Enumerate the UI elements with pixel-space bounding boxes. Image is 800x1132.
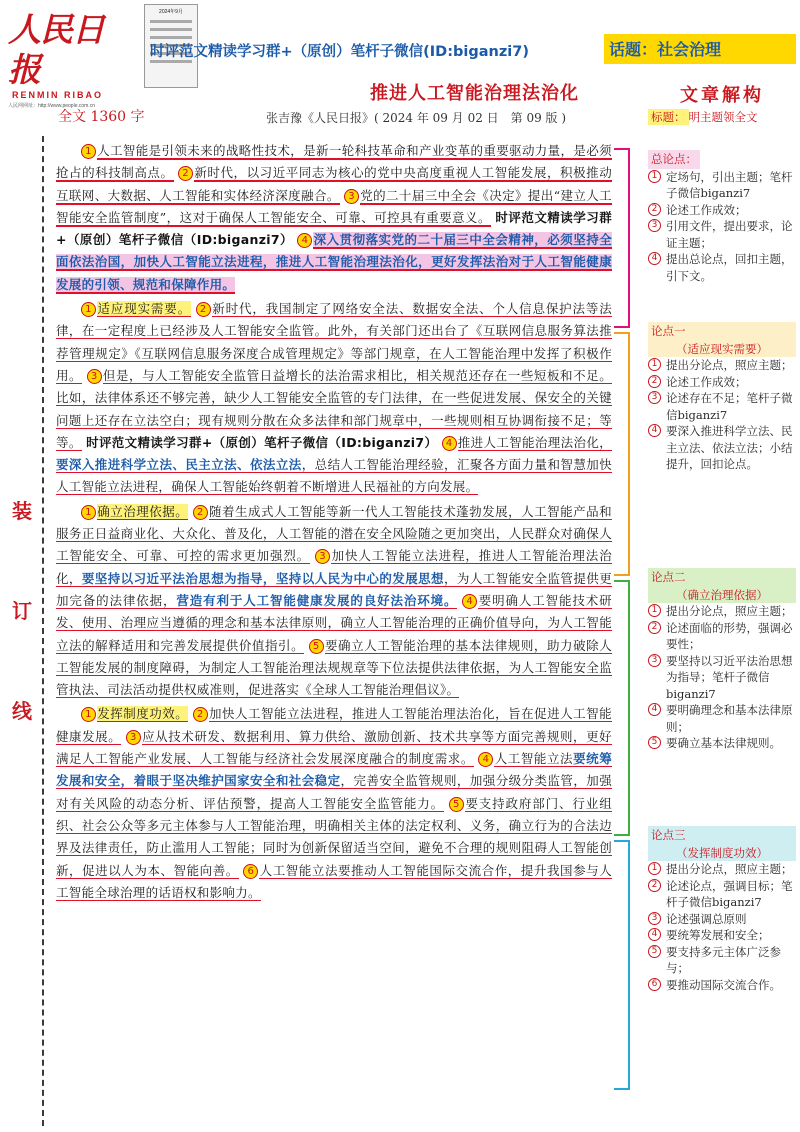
thumb-date: 2024年9月 <box>159 9 183 15</box>
sentence-number-5: 5 <box>449 797 464 812</box>
title-note <box>648 109 796 126</box>
intro-sentence-3: 党的二十届三中全会《决定》提出“建立人工智能安全监管制度”，这对于确保人工智能安全、可靠、可控具有重要意义。 <box>56 187 612 225</box>
bracket-point-2 <box>614 580 630 836</box>
point-3-sentence-4b: 要统筹发展和安全，着眼于坚决维护国家安全和社会稳定 <box>56 751 612 789</box>
point-1-sentence-4c: ，总结人工智能治理经验，汇聚各方面力量和智慧加快人工智能立法进程，确保人工智能始终朝着不断增进人民福祉的方向发展。 <box>56 457 612 495</box>
study-group-banner: 时评范文精读学习群+（原创）笔杆子微信(ID:biganzi7) <box>150 44 529 60</box>
section-item: 2 论述论点，强调目标；笔杆子微信biganzi7 <box>648 878 796 911</box>
section-item: 5 要支持多元主体广泛参与； <box>648 944 796 977</box>
binding-char-3: 线 <box>12 699 32 723</box>
word-count: 全文 1360 字 <box>58 109 145 125</box>
point-2-sentence-5: 要确立人工智能治理的基本法律规则，助力破除人工智能发展的制度障碍，为制定人工智能治理法规规章等下位法提供法律依据，为人工智能安全监管执法、司法活动提供权威准则，促进落实《全球人工智能治理倡议》。 <box>56 637 613 698</box>
section-item: 4 要明确理念和基本法律原则； <box>648 702 796 735</box>
section-head: 论点三 <box>648 826 796 845</box>
sentence-number-1: 1 <box>81 505 96 520</box>
logo-english: RENMIN RIBAO <box>12 90 103 100</box>
section-item: 3 引用文件，提出要求，论证主题； <box>648 218 796 251</box>
structure-section-point-3 <box>648 826 796 993</box>
article-byline: 张吉豫《人民日报》( 2024 年 09 月 02 日 第 09 版 ) <box>266 111 567 125</box>
sentence-number-1: 1 <box>81 302 96 317</box>
point-1-sentence-4b: 要深入推进科学立法、民主立法、依法立法 <box>56 457 302 473</box>
bracket-point-1 <box>614 332 630 576</box>
section-item: 4 要统筹发展和安全； <box>648 927 796 944</box>
structure-section-point-1 <box>648 322 796 473</box>
point-3-title: 发挥制度功效。 <box>97 706 189 722</box>
sentence-number-3: 3 <box>87 369 102 384</box>
sentence-number-5: 5 <box>309 639 324 654</box>
point-1-title: 适应现实需要。 <box>97 301 191 317</box>
paragraph-point-2 <box>56 501 612 702</box>
structure-section-thesis <box>648 150 796 284</box>
point-2-sentence-3a: 加快人工智能立法进程，推进人工智能治理法治化， <box>56 548 612 586</box>
sentence-number-4: 4 <box>478 752 493 767</box>
sentence-number-2: 2 <box>193 505 208 520</box>
section-item: 3 论述存在不足；笔杆子微信biganzi7 <box>648 390 796 423</box>
sentence-number-4: 4 <box>297 233 312 248</box>
sentence-number-2: 2 <box>196 302 211 317</box>
sentence-number-3: 3 <box>315 549 330 564</box>
section-item: 2 论述面临的形势，强调必要性； <box>648 620 796 653</box>
paragraph-point-1 <box>56 298 612 499</box>
point-1-sentence-3: 但是，与人工智能安全监管日益增长的法治需求相比，相关规范还存在一些短板和不足。比如，法律体系还不够完善，缺少人工智能安全监管的专门法律，在一些促进发展、保安全的关键问题上还存在立法空白；现有规则分散在众多法律和部门规章中，一些规则相互协调衔接不足；等等。 <box>56 367 613 450</box>
section-item: 4 要深入推进科学立法、民主立法、依法立法；小结提升，回扣论点。 <box>648 423 796 473</box>
paragraph-point-3 <box>56 703 612 904</box>
point-3-sentence-4c: ，完善安全监管规则，加强分级分类监管，加强对有关风险的动态分析、评估预警，提高人工智能安全监管能力。 <box>56 773 612 811</box>
section-item: 1 提出分论点，照应主题； <box>648 357 796 374</box>
binding-dashed-line <box>42 136 44 1126</box>
section-item: 3 要坚持以习近平法治思想为指导；笔杆子微信biganzi7 <box>648 653 796 703</box>
section-head: 论点二 <box>648 568 796 587</box>
point-3-sentence-5: 要支持政府部门、行业组织、社会公众等多元主体参与人工智能治理，明确相关主体的法定权利、义务，确立行为的合法边界及法律责任，防止滥用人工智能；同时为创新保留适当空间，避免不合理的规则阻碍人工智能创新，促进以人为本、智能向善。 <box>56 795 612 878</box>
title-note-label: 标题： <box>648 109 689 126</box>
bracket-intro <box>614 148 630 328</box>
section-head: 论点一 <box>648 322 796 341</box>
section-item: 2 论述工作成效； <box>648 202 796 219</box>
point-2-sentence-3b: 要坚持以习近平法治思想为指导，坚持以人民为中心的发展思想 <box>81 570 444 586</box>
intro-sentence-2: 新时代，以习近平同志为核心的党中央高度重视人工智能发展，积极推动互联网、大数据、人工智能和实体经济深度融合。 <box>56 165 613 203</box>
point-3-sentence-2: 加快人工智能立法进程，推进人工智能治理法治化，旨在促进人工智能健康发展。 <box>56 706 612 744</box>
structure-panel <box>648 85 796 992</box>
article-title: 推进人工智能治理法治化 <box>370 83 579 104</box>
logo-chinese: 人民日报 <box>8 10 104 89</box>
section-item: 5 要确立基本法律规则。 <box>648 735 796 752</box>
bracket-point-3 <box>614 840 630 1090</box>
point-2-sentence-2: 随着生成式人工智能等新一代人工智能技术蓬勃发展，人工智能产品和服务正日益商业化、大众化、普及化，人工智能的潜在安全风险随之更加突出，人民群众对确保人工智能安全、可靠、可控的需求更加强烈。 <box>56 503 612 564</box>
sentence-number-2: 2 <box>193 707 208 722</box>
point-3-sentence-4a: 人工智能立法 <box>494 751 574 767</box>
section-item: 3 论述强调总原则 <box>648 911 796 928</box>
title-note-text: 明主题领全文 <box>688 109 758 124</box>
logo-website: 人民网网址：http://www.people.com.cn <box>8 103 95 109</box>
intro-sentence-1: 人工智能是引领未来的战略性技术，是新一轮科技革命和产业变革的重要驱动力量，是必须抢占的科技制高点。 <box>56 143 612 181</box>
sentence-number-2: 2 <box>178 166 193 181</box>
section-item: 4 提出总论点，回扣主题，引下文。 <box>648 251 796 284</box>
point-1-sentence-4a: 推进人工智能治理法治化， <box>457 434 612 450</box>
point-2-sentence-3d: 营造有利于人工智能健康发展的良好法治环境。 <box>176 592 458 608</box>
point-3-sentence-6: 人工智能立法要推动人工智能国际交流合作，提升我国参与人工智能全球治理的话语权和影响力。 <box>56 862 613 900</box>
section-item: 1 提出分论点，照应主题； <box>648 861 796 878</box>
section-sub: （确立治理依据） <box>648 587 796 604</box>
sentence-number-6: 6 <box>243 864 258 879</box>
topic-badge: 话题：社会治理 <box>604 34 796 64</box>
structure-title: 文章解构 <box>680 85 764 106</box>
section-item: 1 定场句，引出主题；笔杆子微信biganzi7 <box>648 169 796 202</box>
binding-char-2: 订 <box>12 599 32 623</box>
section-item: 1 提出分论点，照应主题； <box>648 603 796 620</box>
section-item: 2 论述工作成效； <box>648 374 796 391</box>
sentence-number-1: 1 <box>81 144 96 159</box>
binding-char-1: 装 <box>12 499 32 523</box>
structure-section-point-2 <box>648 568 796 752</box>
sentence-number-3: 3 <box>344 189 359 204</box>
sentence-number-1: 1 <box>81 707 96 722</box>
point-3-sentence-3: 应从技术研发、数据利用、算力供给、激励创新、技术共享等方面完善规则，更好满足人工智能产业发展、人工智能与经济社会发展深度融合的制度需求。 <box>56 728 612 767</box>
section-sub: （发挥制度功效） <box>648 845 796 862</box>
section-item: 6 要推动国际交流合作。 <box>648 977 796 994</box>
section-sub: （适应现实需要） <box>648 341 796 358</box>
intro-thesis: 深入贯彻落实党的二十届三中全会精神，必须坚持全面依法治国，加快人工智能立法进程，推进人工智能治理法治化，更好发挥法治对于人工智能健康发展的引领、规范和保障作用。 <box>56 232 612 292</box>
sentence-number-4: 4 <box>442 436 457 451</box>
sentence-number-4: 4 <box>462 594 477 609</box>
point-2-sentence-3c: ，为人工智能安全监管提供更加完备的法律依据， <box>56 570 612 608</box>
point-1-sentence-2: 新时代，我国制定了网络安全法、数据安全法、个人信息保护法等法律，在一定程度上已经涉及人工智能安全监管。此外，有关部门还出台了《互联网信息服务算法推荐管理规定》《互联网信息服务深度合成管理规定》等部门规章，在人工智能治理中发挥了积极作用。 <box>56 301 612 383</box>
inline-ad-1: 时评范文精读学习群+（原创）笔杆子微信（ID:biganzi7） <box>56 209 613 248</box>
section-head: 总论点： <box>648 150 700 169</box>
point-2-title: 确立治理依据。 <box>97 503 189 519</box>
article-body <box>56 140 612 906</box>
paragraph-intro <box>56 140 612 296</box>
newspaper-logo <box>8 10 128 109</box>
inline-ad-2: 时评范文精读学习群+（原创）笔杆子微信（ID:biganzi7） <box>86 434 438 450</box>
sentence-number-3: 3 <box>126 730 141 745</box>
point-2-sentence-4: 要明确人工智能技术研发、使用、治理应当遵循的理念和基本法律原则，确立人工智能治理的正确价值导向，为人工智能立法的解释适用和完善发展提供价值指引。 <box>56 592 612 653</box>
